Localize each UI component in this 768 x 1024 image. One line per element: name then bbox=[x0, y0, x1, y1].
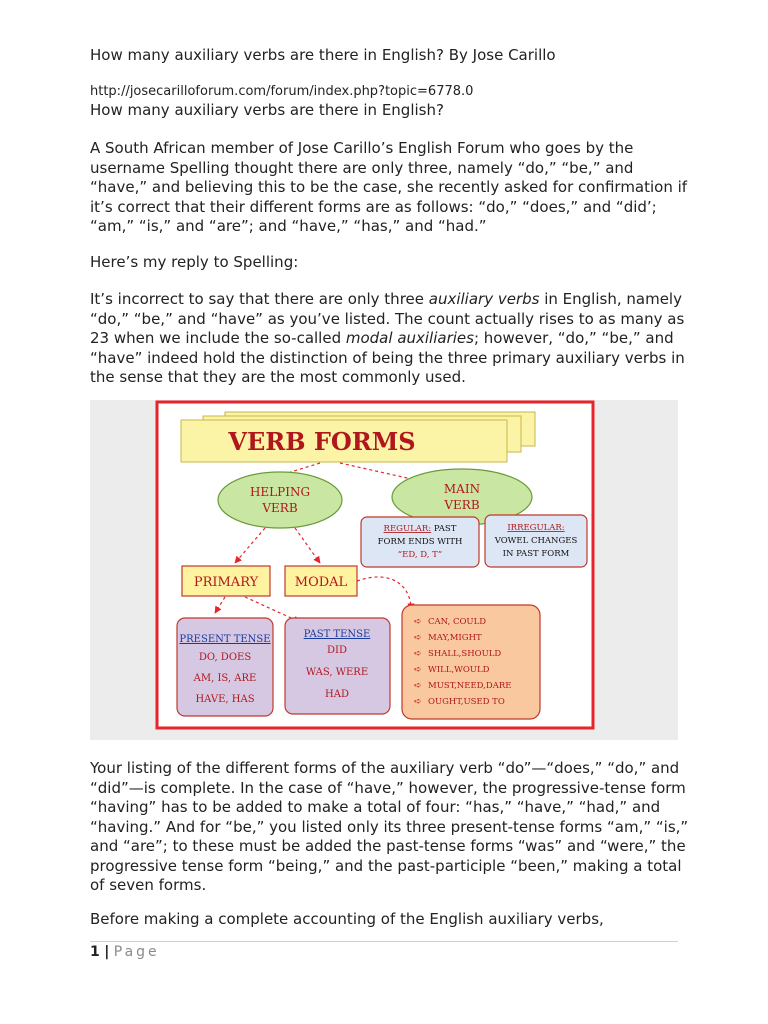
modal-item-1: CAN, COULD bbox=[428, 617, 487, 627]
modal-arrow-2: ➪ bbox=[414, 633, 422, 643]
document-title: How many auxiliary verbs are there in English? By Jose Carillo bbox=[90, 46, 556, 64]
modal-label: MODAL bbox=[294, 575, 348, 590]
footer-divider bbox=[90, 941, 678, 942]
regular-box-line1 bbox=[384, 524, 457, 534]
present-tense-header: PRESENT TENSE bbox=[179, 634, 271, 645]
modal-item-3: SHALL,SHOULD bbox=[428, 649, 502, 659]
modal-item-4: WILL,WOULD bbox=[428, 665, 490, 675]
main-verb-line2: VERB bbox=[444, 498, 480, 512]
modal-item-5: MUST,NEED,DARE bbox=[428, 681, 512, 691]
footer-separator: | bbox=[104, 944, 110, 960]
paragraph-5: Before making a complete accounting of the English auxiliary verbs, bbox=[90, 910, 604, 928]
past-item-3: HAD bbox=[325, 689, 349, 700]
paragraph-1: A South African member of Jose Carillo’s English Forum who goes by the username Spelling thought there are only three, namely “do,” “be,” and “have,” and believing this to be the case, she recently asked for confirmation if it’s correct that their different forms are as follows: “do,” “does,” and “did’; “am,” “is,” and “are”; and “have,” “has,” and “had.” bbox=[90, 139, 688, 235]
source-url: http://josecarilloforum.com/forum/index.php?topic=6778.0 bbox=[90, 84, 474, 99]
modal-item-2: MAY,MIGHT bbox=[428, 633, 482, 643]
paragraph-3 bbox=[90, 290, 690, 388]
helping-verb-ellipse bbox=[218, 472, 342, 528]
modal-arrow-5: ➪ bbox=[414, 681, 422, 691]
paragraph-3-emphasis-1: auxiliary verbs bbox=[428, 290, 540, 308]
irregular-box-line3: IN PAST FORM bbox=[502, 549, 570, 559]
regular-rest1: PAST bbox=[431, 524, 457, 534]
modal-arrow-6: ➪ bbox=[414, 697, 422, 707]
present-item-3: HAVE, HAS bbox=[195, 694, 255, 705]
past-item-2: WAS, WERE bbox=[305, 667, 369, 678]
page-number: 1 bbox=[90, 944, 100, 960]
present-item-1: DO, DOES bbox=[198, 652, 252, 663]
present-item-2: AM, IS, ARE bbox=[193, 673, 257, 684]
irregular-box-line2: VOWEL CHANGES bbox=[494, 536, 578, 546]
irregular-label: IRREGULAR: bbox=[507, 523, 565, 533]
regular-label: REGULAR: bbox=[383, 524, 432, 534]
paragraph-4: Your listing of the different forms of the auxiliary verb “do”—“does,” “do,” and “did”—is complete. In the case of “have,” however, the progressive-tense form “having” has to be added to make a total of four: “has,” “have,” “had,” and “having.” And for “be,” you listed only its three present-tense forms “am,” “is,” and “are”; to these must be added the past-tense forms “was” and “were,” the progressive tense form “being,” and the past-participle “been,” making a total of seven forms. bbox=[90, 759, 689, 894]
paragraph-3-emphasis-2: modal auxiliaries bbox=[345, 329, 474, 347]
past-tense-header: PAST TENSE bbox=[303, 629, 371, 640]
helping-verb-line2: VERB bbox=[262, 501, 298, 515]
regular-box-line3: “ED, D, T” bbox=[397, 550, 443, 560]
modal-arrow-4: ➪ bbox=[414, 665, 422, 675]
paragraph-3-part-b: in English, namely “do,” “be,” and “have” as you’ve listed. The count actually rises to as many as 23 when we include the so-called bbox=[90, 290, 685, 347]
main-verb-line1: MAIN bbox=[443, 482, 481, 496]
helping-verb-line1: HELPING bbox=[249, 485, 311, 499]
modal-item-6: OUGHT,USED TO bbox=[428, 697, 505, 707]
past-item-1: DID bbox=[327, 645, 347, 656]
paragraph-3-part-a: It’s incorrect to say that there are only three bbox=[90, 290, 429, 308]
modal-arrow-1: ➪ bbox=[414, 617, 422, 627]
paragraph-3-part-c: ; however, “do,” “be,” and “have” indeed hold the distinction of being the three primary auxiliary verbs in the sense that they are the most commonly used. bbox=[90, 329, 685, 386]
modal-arrow-3: ➪ bbox=[414, 649, 422, 659]
primary-label: PRIMARY bbox=[193, 575, 259, 590]
diagram-title: VERB FORMS bbox=[228, 427, 416, 456]
page-footer bbox=[90, 944, 160, 960]
regular-box-line2: FORM ENDS WITH bbox=[377, 537, 463, 547]
paragraph-2: Here’s my reply to Spelling: bbox=[90, 253, 299, 271]
document-subtitle: How many auxiliary verbs are there in English? bbox=[90, 101, 444, 119]
page-word: Page bbox=[113, 944, 160, 960]
verb-forms-diagram bbox=[155, 400, 595, 730]
